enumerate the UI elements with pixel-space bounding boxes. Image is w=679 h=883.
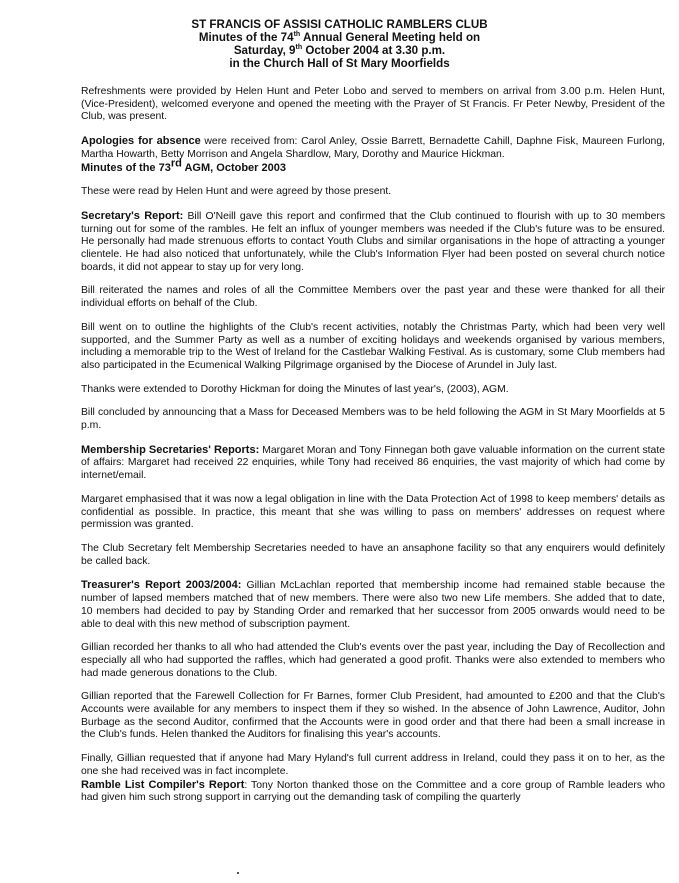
paragraph-reiterated: Bill reiterated the names and roles of all the Committee Members over the past year and these were thanked for all their individual efforts on behalf of the Club. [81, 285, 665, 310]
paragraph-address-request: Finally, Gillian requested that if anyone had Mary Hyland's full current address in Ireland, could they pass it on to her, as the one she had received was in fact incomplete. [81, 753, 665, 777]
paragraph-membership-report [81, 444, 665, 483]
secretary-heading: Secretary's Report: [81, 209, 184, 222]
apologies-text: were received from: Carol Anley, Ossie Barrett, Bernadette Cahill, Daphne Fisk, Maureen Furlong, Martha Howarth, Betty Morrison and Angela Shardlow, Mary, Dorothy and Maurice Hickman. [81, 136, 665, 160]
paragraph-treasurer-report [81, 579, 665, 631]
meeting-venue: in the Church Hall of St Mary Moorfields [229, 57, 450, 70]
minutes-title-text: Minutes of the 74 [198, 31, 294, 44]
paragraph-secretary-report [81, 210, 665, 275]
paragraph-data-protection: Margaret emphasised that it was now a legal obligation in line with the Data Protection Act of 1998 to keep members' details as confidential as possible. In practice, this meant that she was willing to pass on members' addresses on request where permission was granted. [81, 493, 665, 531]
treasurer-text: Gillian McLachlan reported that membership income had remained stable because the number of lapsed members matched that of new members. There were also two new Life members. She added that to date, 10 members had decided to pay by Standing Order and remarked that her successor from 2005 onwards would need to be able to deal with this new method of subscription payment. [81, 580, 665, 630]
minutes-73rd-heading [81, 157, 665, 176]
paragraph-farewell-collection: Gillian reported that the Farewell Collection for Fr Barnes, former Club President, had amounted to £200 and that the Club's Accounts were available for any members to inspect them if they so wished. In the absence of John Lawrence, Auditor, John Burbage as the second Auditor, confirmed that the Accounts were in good order and that there had been a small increase in the Club's funds. Helen thanked the Auditors for finalising this year's accounts. [81, 691, 665, 741]
meeting-date [0, 44, 679, 57]
paragraph-gillian-thanks: Gillian recorded her thanks to all who had attended the Club's events over the past year, including the Day of Recollection and especially all who had supported the raffles, which had generated a good profit. Thanks were also extended to members who had made generous donations to the Club. [81, 642, 665, 679]
minutes-73rd-rest: AGM, October 2003 [181, 161, 286, 174]
meeting-date-text: Saturday, 9 [233, 44, 296, 57]
treasurer-heading: Treasurer's Report 2003/2004: [81, 579, 242, 592]
paragraph-thanks: Thanks were extended to Dorothy Hickman for doing the Minutes of last year's, (2003), AGM. [81, 383, 509, 395]
document-header [0, 18, 679, 70]
club-title: ST FRANCIS OF ASSISI CATHOLIC RAMBLERS CLUB [191, 18, 488, 31]
paragraph-read: These were read by Helen Hunt and were agreed by those present. [81, 186, 392, 198]
meeting-date-rest: October 2004 at 3.30 p.m. [302, 44, 446, 57]
minutes-title [0, 31, 679, 44]
minutes-73rd-suffix: rd [170, 157, 182, 170]
membership-text: Margaret Moran and Tony Finnegan both gave valuable information on the current state of affairs: Margaret had received 22 enquiries, while Tony had received 86 enquiries, the vast majority of which had come by internet/email. [81, 444, 665, 482]
paragraph-mass: Bill concluded by announcing that a Mass for Deceased Members was to be held following the AGM in St Mary Moorfields at 5 p.m. [81, 407, 665, 432]
ramble-heading: Ramble List Compiler's Report [81, 778, 245, 791]
minutes-73rd-text: Minutes of the 73 [81, 161, 171, 174]
paragraph-ansaphone: The Club Secretary felt Membership Secretaries needed to have an ansaphone facility so that any enquirers would definitely be called back. [81, 542, 665, 567]
minutes-title-rest: Annual General Meeting held on [300, 31, 481, 44]
date-ordinal-suffix: th [295, 44, 303, 52]
scan-speck [237, 872, 239, 874]
secretary-text: Bill O'Neill gave this report and confirmed that the Club continued to flourish with up to 30 members turning out for some of the rambles. He felt an influx of younger members was needed if the Club's future was to be ensured. He personally had made strenuous efforts to contact Youth Clubs and similar organisations in the hope of attracting a younger clientele. He had also noticed that unfortunately, while the Club's Information Flyer had been posted on several church notice boards, it did not appear to stay up for very long. [81, 210, 666, 273]
paragraph-ramble-report [81, 779, 665, 805]
minutes-body [81, 86, 665, 805]
paragraph-refreshments: Refreshments were provided by Helen Hunt and Peter Lobo and served to members on arrival from 3.00 p.m. Helen Hunt, (Vice-President), welcomed everyone and opened the meeting with the Prayer of St Francis. Fr Peter Newby, President of the Club, was present. [81, 86, 665, 123]
apologies-heading: Apologies for absence [81, 135, 201, 148]
paragraph-highlights: Bill went on to outline the highlights of the Club's recent activities, notably the Christmas Party, which had been very well supported, and the Summer Party as well as a number of exciting holidays and weekends organised by various members, including a memorable trip to the West of Ireland for the Castlebar Walking Festival. As is customary, some Club members had also participated in the Ecumenical Walking Pilgrimage organised by the Diocese of Arundel in July last. [81, 321, 665, 371]
ordinal-suffix: th [293, 31, 301, 39]
ramble-text: : Tony Norton thanked those on the Committee and a core group of Ramble leaders who had given him such strong support in carrying out the demanding task of compiling the quarterly [81, 779, 666, 804]
membership-heading: Membership Secretaries' Reports: [81, 443, 260, 456]
paragraph-apologies [81, 135, 665, 161]
